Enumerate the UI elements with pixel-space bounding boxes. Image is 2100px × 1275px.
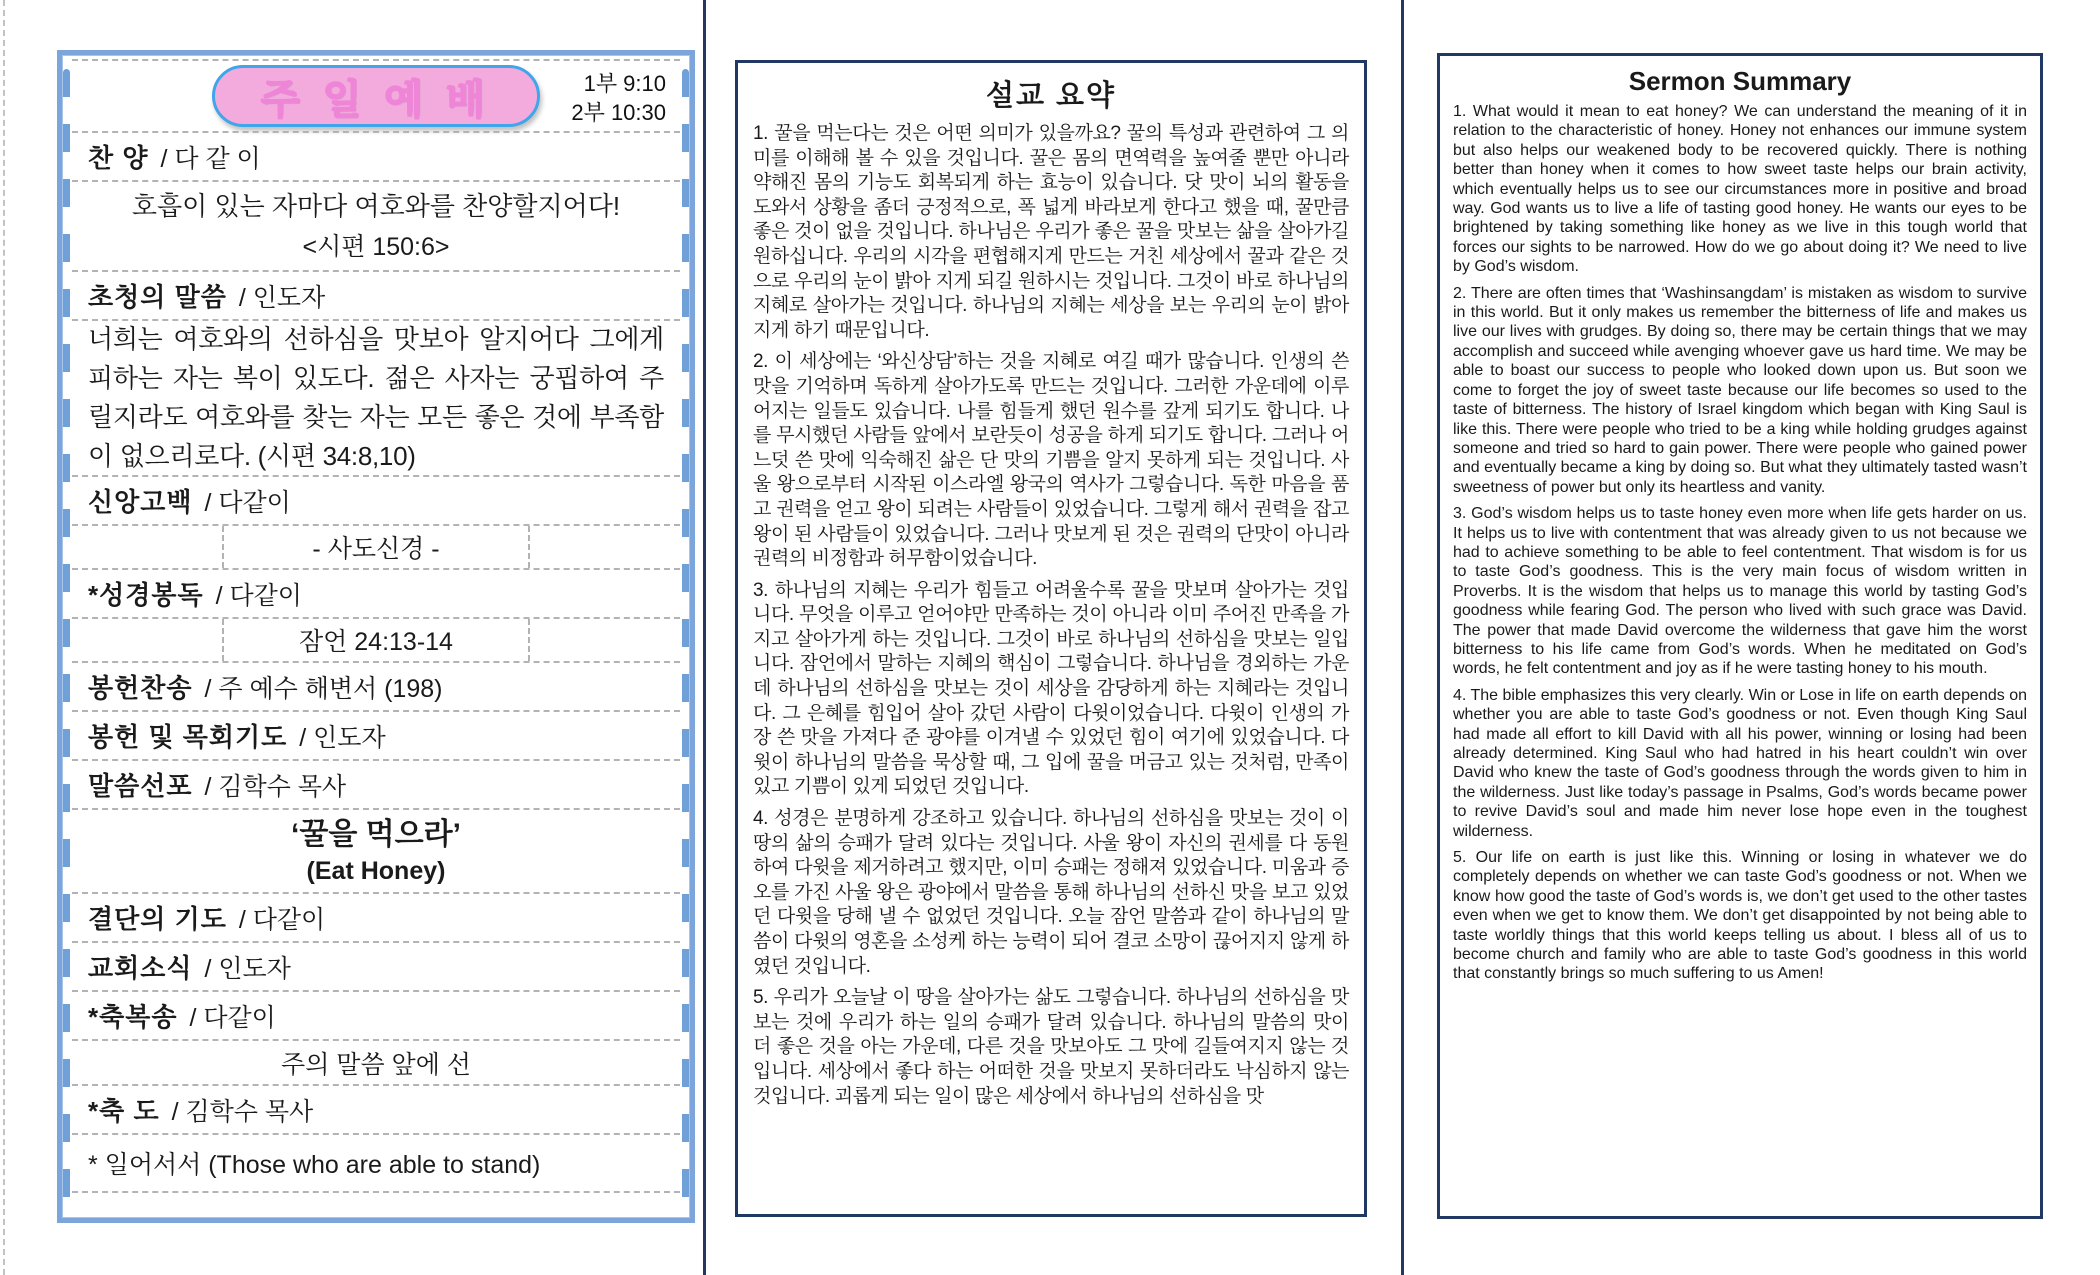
blue-dash-border-right (682, 69, 689, 1204)
page-fold-divider-1 (703, 0, 706, 1275)
order-item-value: / 김학수 목사 (171, 1097, 314, 1126)
english-summary-paragraph-2: 2. There are often times that ‘Washinsangdam’ is mistaken as wisdom to survive in this world. But it only makes us remember the bitterness of life and makes us live our lives with grudges. By doing so, there may be certain things that we may accomplish and succeed while avenging whoever gave us hard time. We may be able to boast our success to people who looked down upon us. But soon we come to forget the joy of sweet taste because our life becomes so used to the taste of bitterness. The history of Israel kingdom which began with King Saul is like this. There were people who tried to be a king while holding grudges against someone and tried so hard to gain power. There were people who gained power and eventually became a king by doing so. But what they ultimately tasted wasn’t sweetness of power but only its heartless and vanity. (1453, 284, 2027, 496)
order-row-sermon (72, 759, 680, 808)
blue-dash-border-left (63, 69, 70, 1204)
page-fold-divider-2 (1401, 0, 1404, 1275)
order-row-song-title (72, 1039, 680, 1084)
order-row-benediction (72, 1084, 680, 1133)
blessing-song-title: 주의 말씀 앞에 선 (281, 1050, 471, 1079)
order-row-offering-hymn (72, 661, 680, 710)
call-verse-ref: <시편 150:6> (302, 233, 450, 261)
reading-reference: 잠언 24:13-14 (222, 619, 530, 661)
order-row-call-verse (72, 180, 680, 270)
scripture-text: 너희는 여호와의 선하심을 맛보아 알지어다 그에게 피하는 자는 복이 있도다. 젊은 사자는 궁핍하여 주릴지라도 여호와를 찾는 자는 모든 좋은 것에 부족함이 없으리로다. (시편 34:8,10) (88, 324, 664, 471)
service-times (571, 69, 666, 127)
apostles-creed-text: - 사도신경 - (222, 526, 530, 568)
order-item-value: / 김학수 목사 (204, 772, 347, 801)
order-row-commitment-prayer (72, 892, 680, 941)
sermon-title-english: (Eat Honey) (306, 857, 446, 885)
order-item-value: / 인도자 (238, 283, 326, 312)
service-time-1: 1부 9:10 (583, 71, 666, 96)
worship-order-panel (57, 50, 695, 1223)
korean-sermon-summary-panel (735, 60, 1367, 1217)
order-row-praise (72, 131, 680, 180)
order-item-value: / 다같이 (215, 581, 302, 610)
empty-cell (72, 619, 222, 661)
order-row-confession (72, 475, 680, 524)
order-row-announcements (72, 941, 680, 990)
order-item-label: 초청의 말씀 (88, 282, 227, 312)
order-item-value: / 인도자 (204, 954, 291, 983)
sermon-title-korean: ‘꿀을 먹으라’ (291, 818, 461, 851)
empty-cell (530, 526, 680, 568)
english-summary-paragraph-3: 3. God’s wisdom helps us to taste honey even more when life gets harder on us. It helps us to live with contentment that was already given to us not because we had to achieve something to be able to feel contentment. That wisdom is for us to taste God’s goodness. This is the very main focus of wisdom written in Proverbs. It is the wisdom that helps us to manage this world by tasting God’s goodness while fearing God. The person who lived with such grace was David. The power that made David overcome the wilderness that gave him the worst bitterness to his life came from God’s words. When he meditated on God’s words, he felt contentment and joy as if he were tasting honey to his mouth. (1453, 505, 2027, 678)
worship-title-oval (212, 65, 540, 127)
order-item-label: 찬 양 (88, 143, 149, 173)
order-row-sermon-title (72, 808, 680, 892)
english-summary-title: Sermon Summary (1628, 66, 1852, 96)
service-time-2: 2부 10:30 (571, 100, 666, 125)
worship-title-row (72, 59, 680, 131)
order-row-standing-note (72, 1133, 680, 1191)
left-crop-dashed-line (3, 0, 5, 1275)
worship-order-rows (72, 59, 680, 1214)
english-summary-paragraph-5: 5. Our life on earth is just like this. Winning or losing in whatever we do completely depends on whether we can taste God’s goodness or not. When we know how good the taste of God’s words is, we don’t get used to the other tastes even when we get to know them. We don’t get disappointed by not being able to taste worldly things that this world keeps telling us about. I bless all of us to become church and family who are able to taste God’s goodness in this world that constantly brings so much suffering to us Amen! (1453, 849, 2027, 983)
order-row-reading-ref (72, 617, 680, 661)
empty-cell (72, 526, 222, 568)
order-item-label: 결단의 기도 (88, 904, 227, 934)
order-item-label: 봉헌 및 목회기도 (88, 722, 288, 752)
english-sermon-summary-panel (1437, 53, 2043, 1219)
call-verse-text: 호흡이 있는 자마다 여호와를 찬양할지어다! (131, 191, 621, 221)
order-item-value: / 다같이 (189, 1003, 276, 1032)
order-item-value: / 주 예수 해변서 (198) (204, 674, 443, 703)
worship-title: 주 일 예 배 (261, 77, 491, 122)
korean-summary-paragraph-4: 4. 성경은 분명하게 강조하고 있습니다. 하나님의 선하심을 맛보는 것이 이 땅의 삶의 승패가 달려 있다는 것입니다. 사울 왕이 자신의 권세를 다 동원하여 다윗을 제거하려고 했지만, 이미 승패는 정해져 있었습니다. 미움과 증오를 가진 사울 왕은 광야에서 말씀을 통해 하나님의 선하신 맛을 보고 있었던 다윗을 당해 낼 수 없었던 것입니다. 오늘 잠언 말씀과 같이 하나님의 말씀이 다윗의 영혼을 소성케 하는 능력이 되어 결코 소망이 끊어지지 않게 하였던 것입니다. (753, 808, 1349, 977)
order-item-label: 교회소식 (88, 953, 193, 983)
english-summary-paragraph-4: 4. The bible emphasizes this very clearly. Win or Lose in life on earth depends on whether you are able to taste God’s goodness or not. Even though King Saul had made all effort to kill David with all his power, winning or losing had been already determined. King Saul who had hatred in his heart couldn’t win over David who knew the taste of God’s goodness through the words given to him in the wilderness. Just like today’s passage in Psalms, God’s words became power to revive David’s soul and made him never lose hope even in the toughest wilderness. (1453, 686, 2027, 840)
order-item-label: *축복송 (88, 1002, 178, 1032)
order-row-invitation (72, 270, 680, 319)
standing-note: * 일어서서 (Those who are able to stand) (88, 1151, 541, 1179)
korean-summary-title: 설교 요약 (985, 80, 1117, 112)
order-row-scripture (72, 319, 680, 475)
english-summary-paragraph-1: 1. What would it mean to eat honey? We can understand the meaning of it in relation to the characteristic of honey. Honey not enhances our immune system but also helps our weakened body to be recovered quickly. There is nothing better than honey when it comes to how sweet taste helps our brain activity, which eventually helps us to see our circumstances more in positive and broad way. God wants us to live a life of tasting good honey. He wants our eyes to be brightened by taking something like honey as we live in this tough world that forces our sights to be narrowed. How do we go about doing it? We need to live by God’s wisdom. (1453, 103, 2027, 276)
korean-summary-paragraph-5: 5. 우리가 오늘날 이 땅을 살아가는 삶도 그렇습니다. 하나님의 선하심을 맛보는 것에 우리가 하는 일의 승패가 달려 있습니다. 하나님의 말씀의 맛이 더 좋은 것을 아는 가운데, 다른 것을 맛보아도 그 맛에 길들여지지 않는 것입니다. 세상에서 좋다 하는 어떠한 것을 맛보지 못하더라도 낙심하지 않는 것입니다. 괴롭게 되는 일이 많은 세상에서 하나님의 선하심을 맛 (753, 987, 1349, 1107)
korean-summary-paragraph-1: 1. 꿀을 먹는다는 것은 어떤 의미가 있을까요? 꿀의 특성과 관련하여 그 의미를 이해해 볼 수 있을 것입니다. 꿀은 몸의 면역력을 높여줄 뿐만 아니라 약해진 몸의 기능도 회복되게 하는 효능이 있습니다. 닷 맛이 뇌의 활동을 도와서 상황을 좀더 긍정적으로, 폭 넓게 바라보게 한다고 했을 때, 꿀만큼 좋은 것이 없을 것입니다. 하나님은 우리가 좋은 꿀을 맛보는 삶을 살아가길 원하십니다. 우리의 시각을 편협해지게 만드는 거친 세상에서 꿀과 같은 것으로 우리의 눈이 밝아 지게 되길 원하시는 것입니다. 그것이 바로 하나님의 지혜로 살아가는 것입니다. 하나님의 지혜는 세상을 보는 우리의 눈이 밝아 지게 하기 때문입니다. (753, 123, 1349, 341)
order-row-offering-prayer (72, 710, 680, 759)
order-item-label: 말씀선포 (88, 771, 193, 801)
order-item-label: *성경봉독 (88, 580, 204, 610)
order-item-value: / 인도자 (299, 723, 386, 752)
korean-summary-paragraph-2: 2. 이 세상에는 ‘와신상담’하는 것을 지혜로 여길 때가 많습니다. 인생의 쓴 맛을 기억하며 독하게 살아가도록 만드는 것입니다. 그러한 가운데에 이루어지는 일들도 있습니다. 나를 힘들게 했던 원수를 갚게 되기도 합니다. 나를 무시했던 사람들 앞에서 보란듯이 성공을 하게 되기도 합니다. 그러나 어느덧 쓴 맛에 익숙해진 삶은 단 맛의 기쁨을 알지 못하게 되는 것입니다. 사울 왕으로부터 시작된 이스라엘 왕국의 역사가 그렇습니다. 독한 마음을 품고 권력을 얻고 왕이 되려는 사람들이 있었습니다. 그렇게 해서 권력을 잡고 왕이 된 사람들이 있었습니다. 그러나 맛보게 된 것은 권력의 단맛이 아니라 권력의 비정함과 허무함이었습니다. (753, 351, 1349, 570)
order-row-apostles-creed (72, 524, 680, 568)
order-row-blessing-song (72, 990, 680, 1039)
order-item-label: 신앙고백 (88, 487, 193, 517)
order-item-value: / 다같이 (204, 488, 291, 517)
order-row-bible-reading (72, 568, 680, 617)
order-item-value: / 다같이 (238, 905, 326, 934)
korean-summary-paragraph-3: 3. 하나님의 지혜는 우리가 힘들고 어려울수록 꿀을 맛보며 살아가는 것입니다. 무엇을 이루고 얻어야만 만족하는 것이 아니라 이미 주어진 만족을 가지고 살아가게 하는 것입니다. 그것이 바로 하나님의 선하심을 맛보는 일입니다. 잠언에서 말하는 지혜의 핵심이 그렇습니다. 하나님을 경외하는 가운데 하나님의 선하심을 맛보는 것이 세상을 감당하게 하는 지혜라는 것입니다. 그 은혜를 힘입어 살아 갔던 사람이 다윗이었습니다. 다윗이 인생의 가장 쓴 맛을 가져다 준 광야를 이겨낼 수 있었던 힘이 여기에 있었습니다. 다윗이 하나님의 말씀을 묵상할 때, 그 입에 꿀을 머금고 있는 것처럼, 만족이 있고 기쁨이 있게 되었던 것입니다. (753, 579, 1349, 798)
order-row-empty (72, 1191, 680, 1214)
empty-cell (530, 619, 680, 661)
order-item-value: / 다 같 이 (160, 144, 261, 173)
order-item-label: *축 도 (88, 1096, 160, 1126)
order-item-label: 봉헌찬송 (88, 673, 193, 703)
